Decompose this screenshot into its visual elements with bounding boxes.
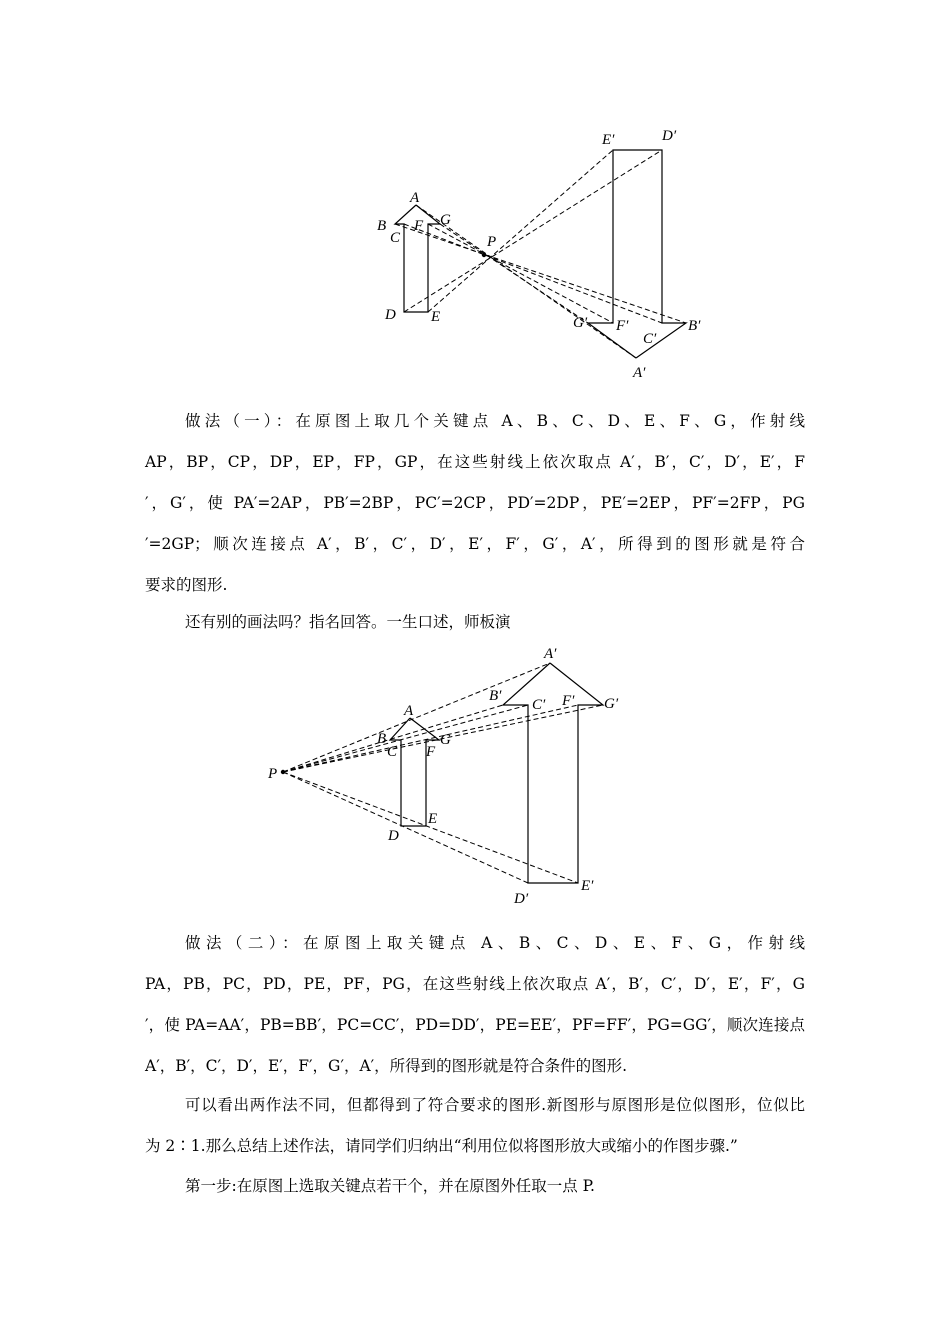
summary-paragraph — [145, 1085, 805, 1167]
fig2-label-P: P — [268, 766, 278, 782]
figure1-image-shape — [588, 150, 686, 358]
fig1-label-B-prime: B′ — [688, 318, 701, 334]
fig2-label-B: B — [377, 731, 387, 747]
fig1-label-B: B — [377, 218, 387, 234]
method-1-paragraph — [145, 401, 805, 606]
fig2-label-E-prime: E′ — [581, 878, 594, 894]
figure2-original-shape — [390, 718, 439, 826]
method1-line2: AP，BP，CP，DP，EP，FP，GP，在这些射线上依次取点 A′，B′，C′，D′，E′，F — [145, 453, 805, 471]
fig1-label-F-prime: F′ — [616, 318, 629, 334]
summary-line2: 为 2∶1.那么总结上述作法，请同学们归纳出“利用位似将图形放大或缩小的作图步骤.” — [145, 1137, 738, 1155]
fig2-label-G: G — [440, 732, 451, 748]
fig2-label-C-prime: C′ — [532, 697, 546, 713]
figure-1-homothety-negative — [370, 120, 710, 385]
fig2-label-F: F — [426, 744, 436, 760]
question-line: 还有别的画法吗？指名回答。一生口述，师板演 — [185, 613, 511, 631]
fig2-label-A-prime: A′ — [544, 646, 557, 662]
method2-line3: ′，使 PA=AA′，PB=BB′，PC=CC′，PD=DD′，PE=EE′，PF=FF′，PG=GG′，顺次连接点 — [145, 1016, 805, 1034]
fig2-label-D: D — [388, 828, 399, 844]
fig2-label-D-prime: D′ — [514, 891, 529, 907]
fig1-label-A-prime: A′ — [633, 365, 646, 381]
fig1-label-C: C — [390, 230, 401, 246]
fig2-label-A: A — [404, 703, 414, 719]
fig1-label-E: E — [431, 309, 441, 325]
fig1-label-G-prime: G′ — [573, 315, 588, 331]
fig1-label-D-prime: D′ — [662, 128, 677, 144]
method1-line1: 做法（一）：在原图上取几个关键点 A、B、C、D、E、F、G，作射线 — [185, 412, 805, 430]
fig2-label-F-prime: F′ — [562, 693, 575, 709]
fig1-label-C-prime: C′ — [643, 331, 657, 347]
fig2-label-G-prime: G′ — [604, 696, 619, 712]
fig1-label-A: A — [410, 190, 420, 206]
method2-line1: 做法（二）：在原图上取关键点 A、B、C、D、E、F、G，作射线 — [185, 934, 805, 952]
fig1-label-D: D — [385, 307, 396, 323]
method1-line3: ′，G′，使 PA′=2AP，PB′=2BP，PC′=2CP，PD′=2DP，PE′=2EP，PF′=2FP，PG — [145, 494, 805, 512]
method-2-paragraph — [145, 923, 805, 1087]
step-1-line: 第一步:在原图上选取关键点若干个，并在原图外任取一点 P. — [185, 1177, 595, 1195]
fig1-label-E-prime: E′ — [602, 132, 615, 148]
method2-line2: PA，PB，PC，PD，PE，PF，PG，在这些射线上依次取点 A′，B′，C′，D′，E′，F′，G — [145, 975, 805, 993]
method1-line5: 要求的图形. — [145, 576, 228, 594]
fig2-label-B-prime: B′ — [489, 688, 502, 704]
method2-line4: A′，B′，C′，D′，E′，F′，G′，A′，所得到的图形就是符合条件的图形. — [145, 1057, 628, 1075]
figure2-image-shape — [503, 663, 603, 883]
fig2-label-E: E — [428, 811, 438, 827]
fig1-label-P: P — [487, 234, 497, 250]
summary-line1: 可以看出两作法不同，但都得到了符合要求的图形.新图形与原图形是位似图形，位似比 — [185, 1096, 805, 1114]
fig1-label-F: F — [414, 218, 424, 234]
method1-line4: ′=2GP；顺次连接点 A′，B′，C′，D′，E′，F′，G′，A′，所得到的图形就是符合 — [145, 535, 805, 553]
fig2-label-C: C — [387, 744, 398, 760]
fig1-label-G: G — [440, 212, 451, 228]
figure-2-homothety-positive — [262, 640, 632, 910]
